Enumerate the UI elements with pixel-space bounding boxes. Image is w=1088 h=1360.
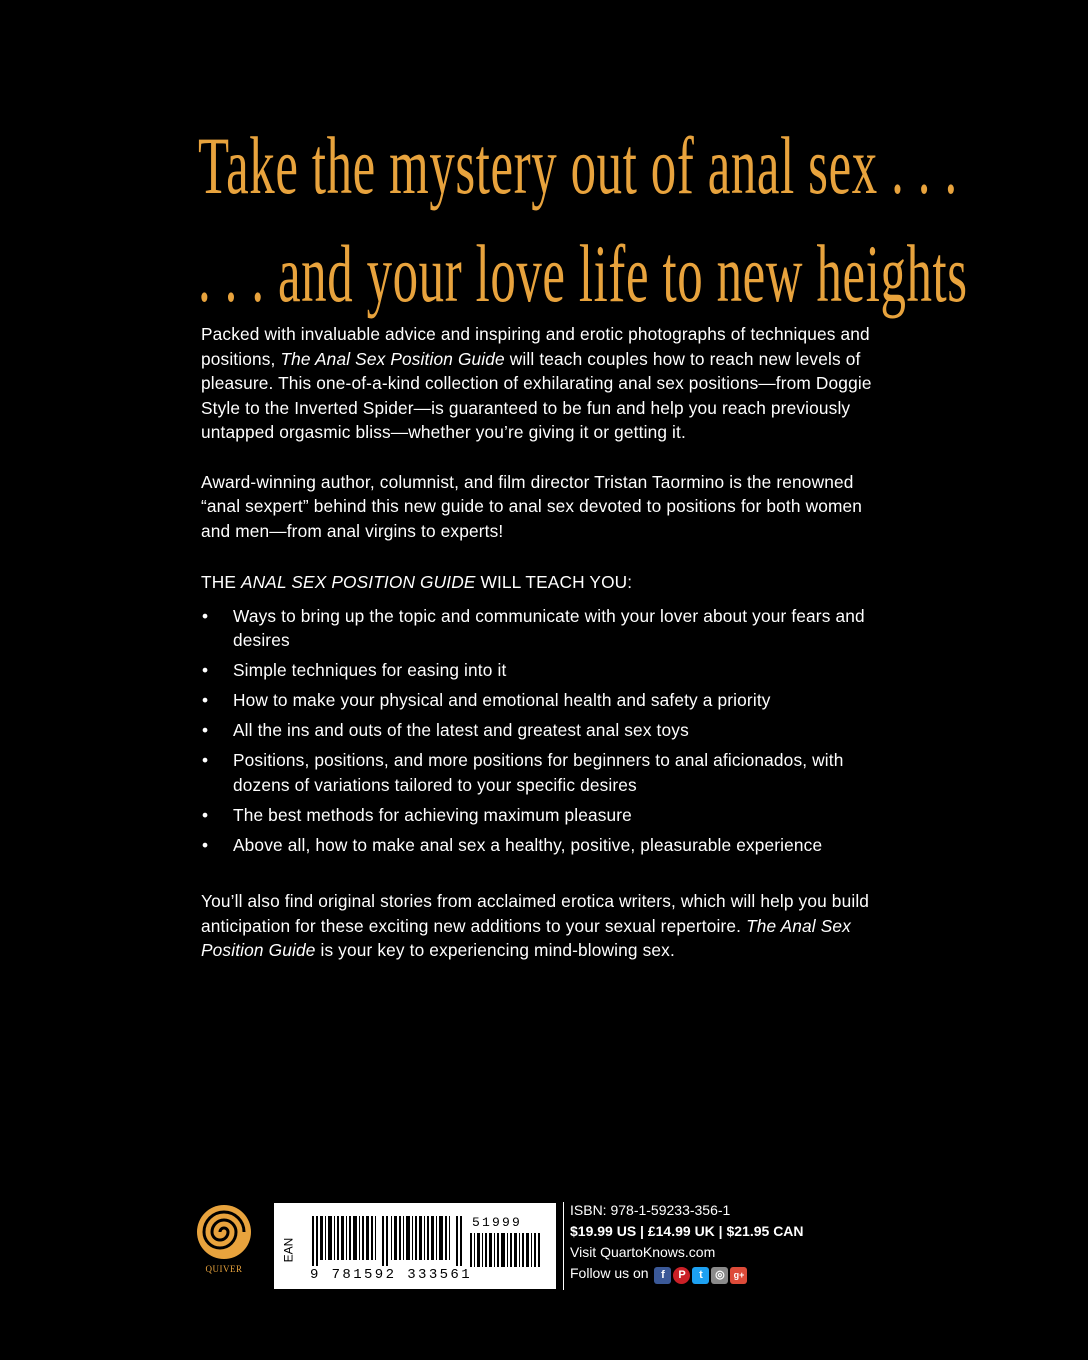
- headline-line-2: . . . and your love life to new heights: [198, 228, 968, 319]
- list-item: • Positions, positions, and more positions for beginners to anal aficionados, with dozens of variations tailored to your specific desires: [202, 750, 844, 795]
- price: $19.99 US | £14.99 UK | $21.95 CAN: [570, 1223, 804, 1239]
- footer-divider: [563, 1202, 564, 1290]
- intro-paragraph: Packed with invaluable advice and inspiring and erotic photographs of techniques and positions, The Anal Sex Position Guide will teach couples how to reach new levels of pleasure. This one-of-a-kind collection of exhilarating anal sex positions—from Doggie Style to the Inverted Spider—is guaranteed to be fun and help you reach previously untapped orgasmic bliss—whether you’re giving it or getting it.: [201, 324, 872, 442]
- list-item: • Ways to bring up the topic and communicate with your lover about your fears and desires: [202, 605, 865, 650]
- closing-paragraph: You’ll also find original stories from acclaimed erotica writers, which will help you build anticipation for these exciting new additions to your sexual repertoire. The Anal Sex Position Guide is your key to experiencing mind-blowing sex.: [201, 891, 870, 960]
- headline: [198, 112, 968, 328]
- list-item: • The best methods for achieving maximum pleasure: [202, 804, 632, 825]
- publisher-info: [570, 1200, 804, 1285]
- list-item: • How to make your physical and emotional health and safety a priority: [202, 690, 771, 710]
- google-plus-icon[interactable]: g+: [730, 1267, 747, 1284]
- list-item: • All the ins and outs of the latest and greatest anal sex toys: [202, 720, 689, 740]
- ean-label: EAN: [281, 1237, 296, 1263]
- publisher-logo: [196, 1202, 252, 1282]
- barcode: [274, 1203, 556, 1289]
- website-link[interactable]: Visit QuartoKnows.com: [570, 1244, 716, 1260]
- list-item: • Above all, how to make anal sex a healthy, positive, pleasurable experience: [202, 834, 823, 855]
- isbn: ISBN: 978-1-59233-356-1: [570, 1202, 731, 1218]
- back-cover-copy: [201, 322, 881, 963]
- barcode-bars: [312, 1216, 464, 1266]
- list-item: • Simple techniques for easing into it: [202, 660, 507, 680]
- follow-label: Follow us on: [570, 1265, 649, 1281]
- swirl-icon: [196, 1202, 252, 1262]
- book-title: The Anal Sex Position Guide: [280, 348, 505, 369]
- addon-barcode-bars: [470, 1233, 542, 1267]
- addon-number: 51999: [472, 1215, 523, 1230]
- instagram-icon[interactable]: ◎: [711, 1267, 728, 1284]
- headline-line-1: Take the mystery out of anal sex . . .: [198, 120, 958, 211]
- social-row: [570, 1263, 804, 1285]
- author-paragraph: Award-winning author, columnist, and film director Tristan Taormino is the renowned “anal sexpert” behind this new guide to anal sex devoted to positions for both women and men—from anal virgins to experts!: [201, 471, 863, 541]
- publisher-name: QUIVER: [205, 1264, 243, 1274]
- barcode-number: 9 781592 333561: [310, 1267, 473, 1283]
- twitter-icon[interactable]: t: [692, 1267, 709, 1284]
- facebook-icon[interactable]: f: [654, 1267, 671, 1284]
- book-title: The Anal Sex Position Guide: [201, 915, 851, 960]
- pinterest-icon[interactable]: P: [673, 1267, 690, 1284]
- teach-list: [201, 604, 881, 858]
- list-heading: THE ANAL SEX POSITION GUIDE WILL TEACH YOU:: [201, 572, 633, 592]
